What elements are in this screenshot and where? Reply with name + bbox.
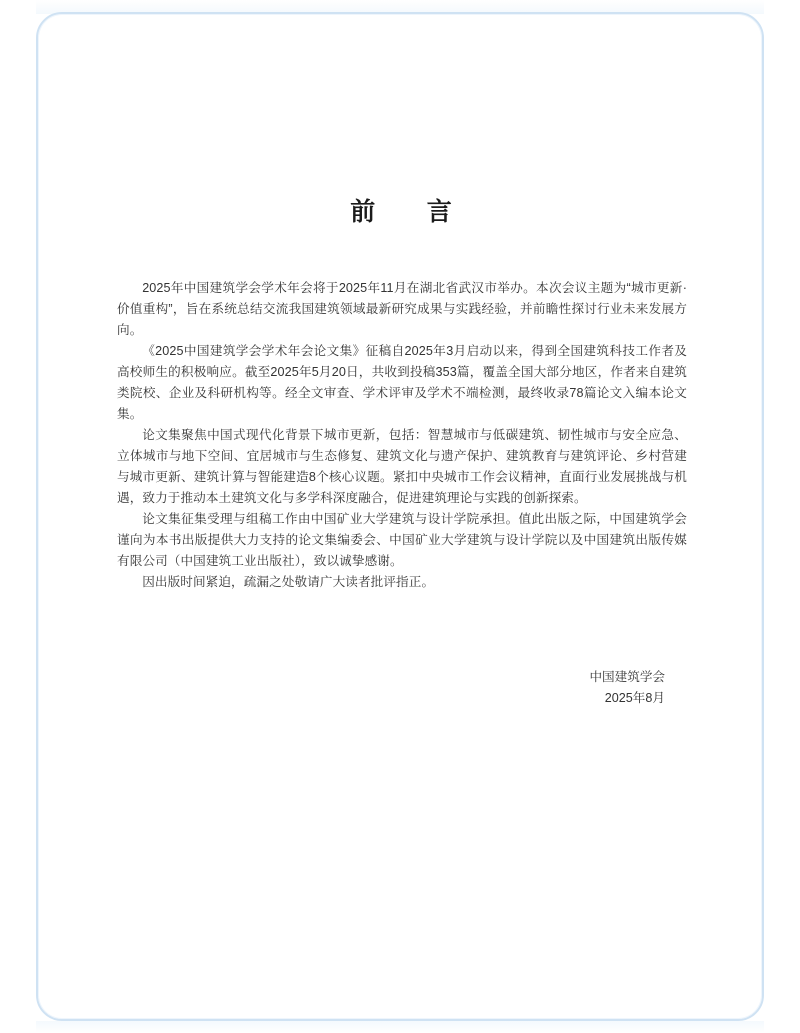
paragraph-1: 2025年中国建筑学会学术年会将于2025年11月在湖北省武汉市举办。本次会议主题为“城市更新·价值重构”，旨在系统总结交流我国建筑领域最新研究成果与实践经验，并前瞻性探讨行业未来发展方向。 — [117, 281, 687, 337]
paragraph-4: 论文集征集受理与组稿工作由中国矿业大学建筑与设计学院承担。值此出版之际，中国建筑学会谨向为本书出版提供大力支持的论文集编委会、中国矿业大学建筑与设计学院以及中国建筑出版传媒有限公司（中国建筑工业出版社），致以诚挚感谢。 — [117, 512, 687, 568]
paragraph-3: 论文集聚焦中国式现代化背景下城市更新，包括：智慧城市与低碳建筑、韧性城市与安全应急、立体城市与地下空间、宜居城市与生态修复、建筑文化与遗产保护、建筑教育与建筑评论、乡村营建与城市更新、建筑计算与智能建造8个核心议题。紧扣中央城市工作会议精神，直面行业发展挑战与机遇，致力于推动本土建筑文化与多学科深度融合，促进建筑理论与实践的创新探索。 — [117, 428, 687, 505]
page-content — [38, 14, 766, 1023]
signature-block — [117, 593, 687, 709]
paragraph-2: 《2025中国建筑学会学术年会论文集》征稿自2025年3月启动以来，得到全国建筑科技工作者及高校师生的积极响应。截至2025年5月20日，共收到投稿353篇，覆盖全国大部分地区，作者来自建筑类院校、企业及科研机构等。经全文审查、学术评审及学术不端检测，最终收录78篇论文入编本论文集。 — [117, 344, 687, 421]
paragraph-5: 因出版时间紧迫，疏漏之处敬请广大读者批评指正。 — [142, 575, 435, 589]
page-title: 前 言 — [350, 199, 454, 226]
page-frame-border — [36, 12, 764, 1021]
document-body — [117, 228, 687, 593]
signature-date: 2025年8月 — [604, 691, 665, 705]
signature-organization: 中国建筑学会 — [589, 670, 665, 684]
